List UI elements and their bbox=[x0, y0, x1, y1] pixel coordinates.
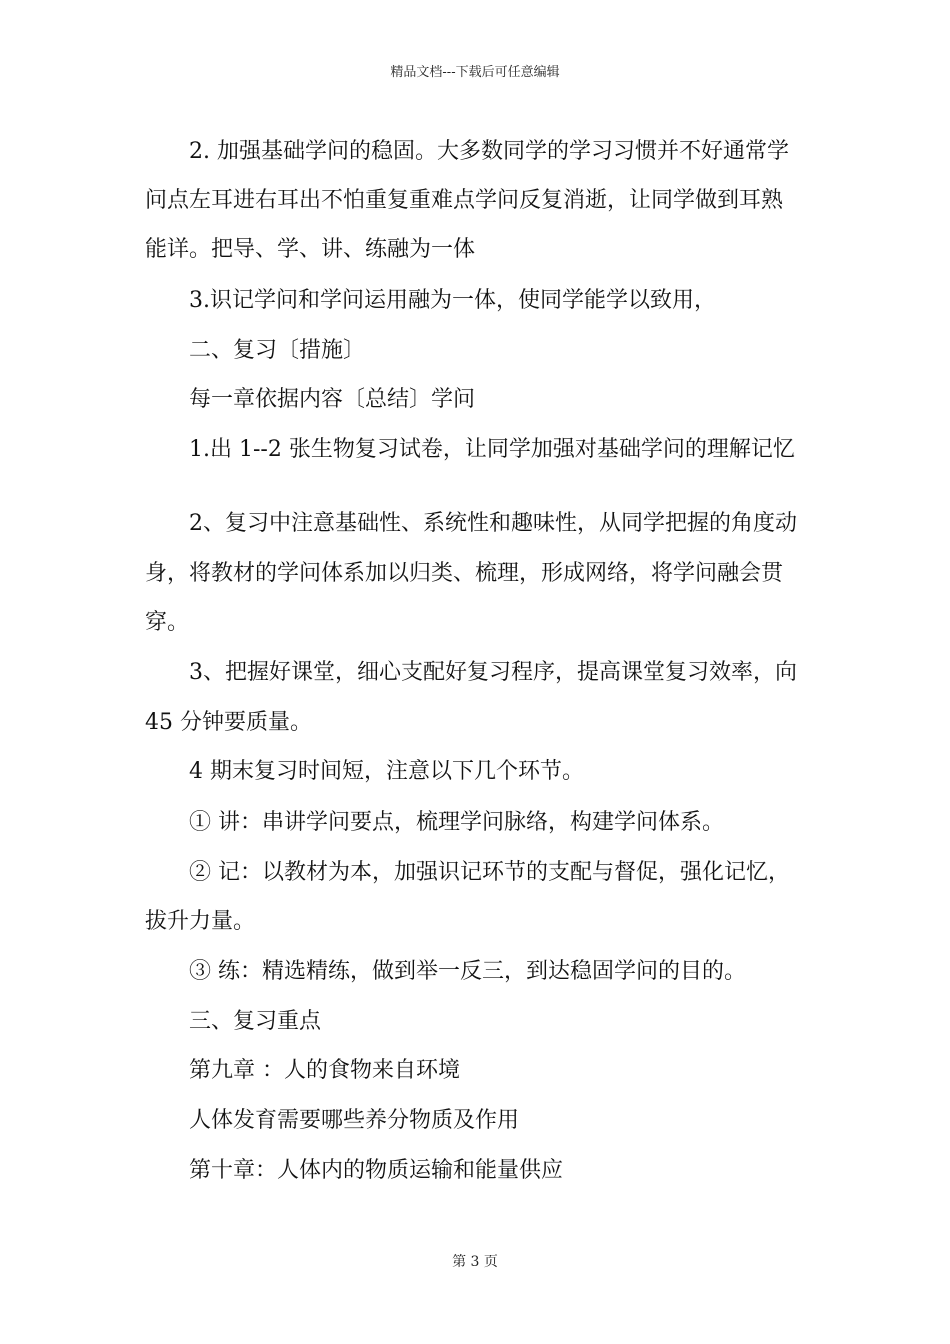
page-header: 精品文档---下载后可任意编辑 bbox=[390, 65, 560, 80]
paragraph-line: 穿。 bbox=[145, 610, 190, 635]
chapter-title: 第九章 ：人的食物来自环境 bbox=[189, 1058, 460, 1083]
paragraph-line: 能详。把导、学、讲、练融为一体 bbox=[145, 237, 476, 262]
paragraph-line: 2、复习中注意基础性、系统性和趣味性，从同学把握的角度动 bbox=[189, 511, 797, 536]
paragraph-line: 1.出 1--2 张生物复习试卷，让同学加强对基础学问的理解记忆 bbox=[189, 437, 795, 462]
paragraph-line: 3.识记学问和学问运用融为一体，使同学能学以致用， bbox=[189, 288, 716, 313]
paragraph-line: 3、把握好课堂，细心支配好复习程序，提高课堂复习效率，向 bbox=[189, 660, 797, 685]
paragraph-line: 拔升力量。 bbox=[145, 909, 256, 934]
paragraph-line: 问点左耳进右耳出不怕重复重难点学问反复消逝，让同学做到耳熟 bbox=[145, 188, 784, 213]
paragraph-line: 4 期末复习时间短，注意以下几个环节。 bbox=[189, 759, 584, 784]
page-number: 第 3 页 bbox=[452, 1254, 498, 1270]
list-item: ① 讲：串讲学问要点，梳理学问脉络，构建学问体系。 bbox=[189, 810, 724, 835]
paragraph-line: 身，将教材的学问体系加以归类、梳理，形成网络，将学问融会贯 bbox=[145, 561, 784, 586]
section-heading: 二、复习〔措施〕 bbox=[189, 338, 366, 363]
paragraph-line: 45 分钟要质量。 bbox=[145, 710, 312, 735]
list-item: ③ 练：精选精练，做到举一反三，到达稳固学问的目的。 bbox=[189, 959, 746, 984]
list-item: ② 记：以教材为本，加强识记环节的支配与督促，强化记忆， bbox=[189, 860, 790, 885]
paragraph-line: 每一章依据内容〔总结〕学问 bbox=[189, 387, 476, 412]
paragraph-line: 2. 加强基础学问的稳固。大多数同学的学习习惯并不好通常学 bbox=[189, 139, 789, 164]
chapter-title: 第十章：人体内的物质运输和能量供应 bbox=[189, 1158, 564, 1183]
paragraph-line: 人体发育需要哪些养分物质及作用 bbox=[189, 1108, 520, 1133]
section-heading: 三、复习重点 bbox=[189, 1009, 322, 1034]
